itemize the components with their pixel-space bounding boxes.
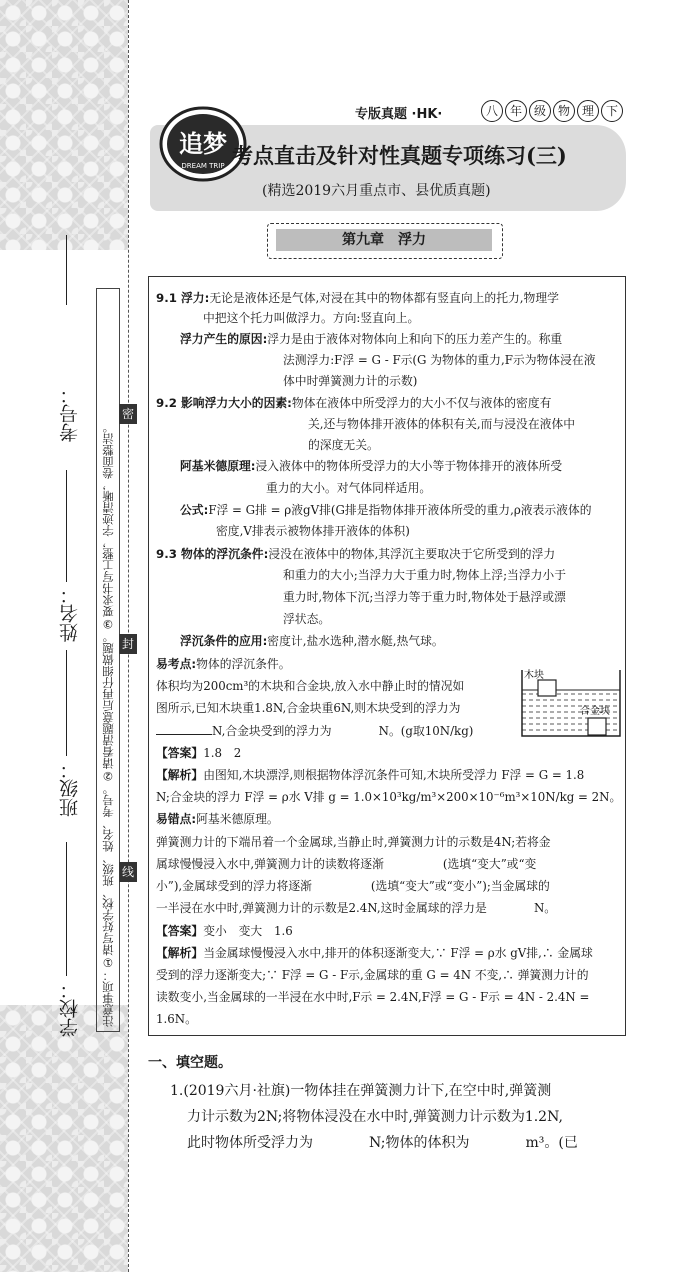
number-field[interactable] xyxy=(56,385,83,442)
edition-tag: 专版真题 ·HK· xyxy=(355,107,443,122)
text-line: 中把这个托力叫做浮力。方向:竖直向上。 xyxy=(203,311,420,325)
section-title: 一、填空题。 xyxy=(148,1055,232,1071)
grade-char: 八 xyxy=(481,100,503,122)
text-line: 9.3 物体的浮沉条件:浸没在液体中的物体,其浮沉主要取决于它所受到的浮力 xyxy=(156,547,556,561)
grade-char: 级 xyxy=(529,100,551,122)
school-field[interactable] xyxy=(56,980,83,1037)
text-line: 1.6N。 xyxy=(156,1012,197,1026)
text-line: 图所示,已知木块重1.8N,合金块重6N,则木块受到的浮力为 xyxy=(156,701,461,715)
text-line: 体积均为200cm³的木块和合金块,放入水中静止时的情况如 xyxy=(156,679,465,693)
school-underline xyxy=(66,842,67,976)
grade-char: 下 xyxy=(601,100,623,122)
text-line: 体中时弹簧测力计的示数) xyxy=(283,374,418,388)
text-line: 弹簧测力计的下端吊着一个金属球,当静止时,弹簧测力计的示数是4N;若将金 xyxy=(156,835,551,849)
seal-xian: 线 xyxy=(119,862,137,882)
notice-text: 注意事项：①请写好学校、班级、姓名、考号。②请看清题意后再仔细做题。③要求书写工整，字迹清晰，卷面整洁。 xyxy=(101,421,115,1027)
name-label: 姓名： xyxy=(59,585,81,642)
number-underline xyxy=(66,235,67,305)
grade-char: 年 xyxy=(505,100,527,122)
class-field[interactable] xyxy=(56,760,83,817)
text-line: 【解析】当金属球慢慢浸入水中,排开的体积逐渐变大,∵ F浮 = ρ水 gV排,∴ 金属球 xyxy=(156,946,593,960)
text-line: 9.1 浮力:无论是液体还是气体,对浸在其中的物体都有竖直向上的托力,物理学 xyxy=(156,291,559,305)
text-line: 9.2 影响浮力大小的因素:物体在液体中所受浮力的大小不仅与液体的密度有 xyxy=(156,396,552,410)
text-line: 【解析】由图知,木块漂浮,则根据物体浮沉条件可知,木块所受浮力 F浮 = G = 1.8 xyxy=(156,768,585,782)
text-line: 一半浸在水中时,弹簧测力计的示数是2.4N,这时金属球的浮力是 N。 xyxy=(156,901,557,915)
alloy-block xyxy=(588,718,606,735)
grade-char: 理 xyxy=(577,100,599,122)
decorative-pattern-top xyxy=(0,0,128,250)
wood-label: 木块 xyxy=(524,670,544,681)
question-line: 1.(2019六月·社旗)一物体挂在弹簧测力计下,在空中时,弹簧测 xyxy=(170,1083,552,1099)
text-line: 和重力的大小;当浮力大于重力时,物体上浮;当浮力小于 xyxy=(283,568,567,582)
question-line: 此时物体所受浮力为 N;物体的体积为 m³。(已 xyxy=(187,1135,578,1151)
logo-text: 追梦 xyxy=(179,130,227,158)
text-line: 公式:F浮 = G排 = ρ液gV排(G排是指物体排开液体所受的重力,ρ液表示液体的 xyxy=(180,503,592,517)
chapter-title: 第九章 浮力 xyxy=(276,229,492,251)
class-underline xyxy=(66,650,67,756)
school-label: 学校： xyxy=(59,980,81,1037)
text-line: 【答案】1.8 2 xyxy=(156,746,242,760)
number-label: 考号： xyxy=(59,385,81,442)
text-line: 的深度无关。 xyxy=(308,438,379,452)
text-line: 浮状态。 xyxy=(283,612,331,626)
name-underline xyxy=(66,470,67,582)
text-line: 重力时,物体下沉;当浮力等于重力时,物体处于悬浮或漂 xyxy=(283,590,566,604)
seal-mi: 密 xyxy=(119,404,137,424)
question-line: 力计示数为2N;将物体浸没在水中时,弹簧测力计示数为1.2N, xyxy=(187,1109,563,1125)
page-title: 考点直击及针对性真题专项练习(三) xyxy=(232,143,567,168)
text-line: 属球慢慢浸入水中,弹簧测力计的读数将逐渐 (选填“变大”或“变 xyxy=(156,857,537,871)
grade-circles xyxy=(481,100,623,122)
name-field[interactable] xyxy=(56,585,83,642)
text-line: N,合金块受到的浮力为 N。(g取10N/kg) xyxy=(156,722,473,739)
beaker-figure xyxy=(520,668,622,738)
text-line: 浮沉条件的应用:密度计,盐水选种,潜水艇,热气球。 xyxy=(180,634,444,648)
wood-block xyxy=(538,680,556,696)
text-line: 【答案】变小 变大 1.6 xyxy=(156,924,293,938)
answer-blank[interactable] xyxy=(156,722,212,735)
seal-feng: 封 xyxy=(119,634,137,654)
text-line: 密度,V排表示被物体排开液体的体积) xyxy=(216,524,410,538)
text-line: 易错点:阿基米德原理。 xyxy=(156,812,279,826)
text-line: 重力的大小。对气体同样适用。 xyxy=(266,481,432,495)
notice-box xyxy=(96,288,120,1032)
decorative-pattern-bottom xyxy=(0,1005,128,1272)
text-line: 阿基米德原理:浸入液体中的物体所受浮力的大小等于物体排开的液体所受 xyxy=(180,459,563,473)
grade-char: 物 xyxy=(553,100,575,122)
text-line: 易考点:物体的浮沉条件。 xyxy=(156,657,291,671)
text-line: 读数变小,当金属球的一半浸在水中时,F示 = 2.4N,F浮 = G - F示 = 4N - 2.4N = xyxy=(156,990,590,1004)
text-line: 关,还与物体排开液体的体积有关,而与浸没在液体中 xyxy=(308,417,576,431)
text-line: N;合金块的浮力 F浮 = ρ水 V排 g = 1.0×10³kg/m³×200×10⁻⁶m³×10N/kg = 2N。 xyxy=(156,790,622,804)
page-subtitle: (精选2019六月重点市、县优质真题) xyxy=(262,183,491,199)
text-line: 小”),金属球受到的浮力将逐渐 (选填“变大”或“变小”);当金属球的 xyxy=(156,879,550,893)
text-line: 法测浮力:F浮 = G - F示(G 为物体的重力,F示为物体浸在液 xyxy=(283,353,596,367)
logo-small-text: DREAM TRIP xyxy=(181,162,225,170)
alloy-label: 合金块 xyxy=(580,706,610,717)
class-label: 班级： xyxy=(59,760,81,817)
text-line: 受到的浮力逐渐变大;∵ F浮 = G - F示,金属球的重 G = 4N 不变,∴ 弹簧测力计的 xyxy=(156,968,589,982)
text-line: 浮力产生的原因:浮力是由于液体对物体向上和向下的压力差产生的。称重 xyxy=(180,332,563,346)
